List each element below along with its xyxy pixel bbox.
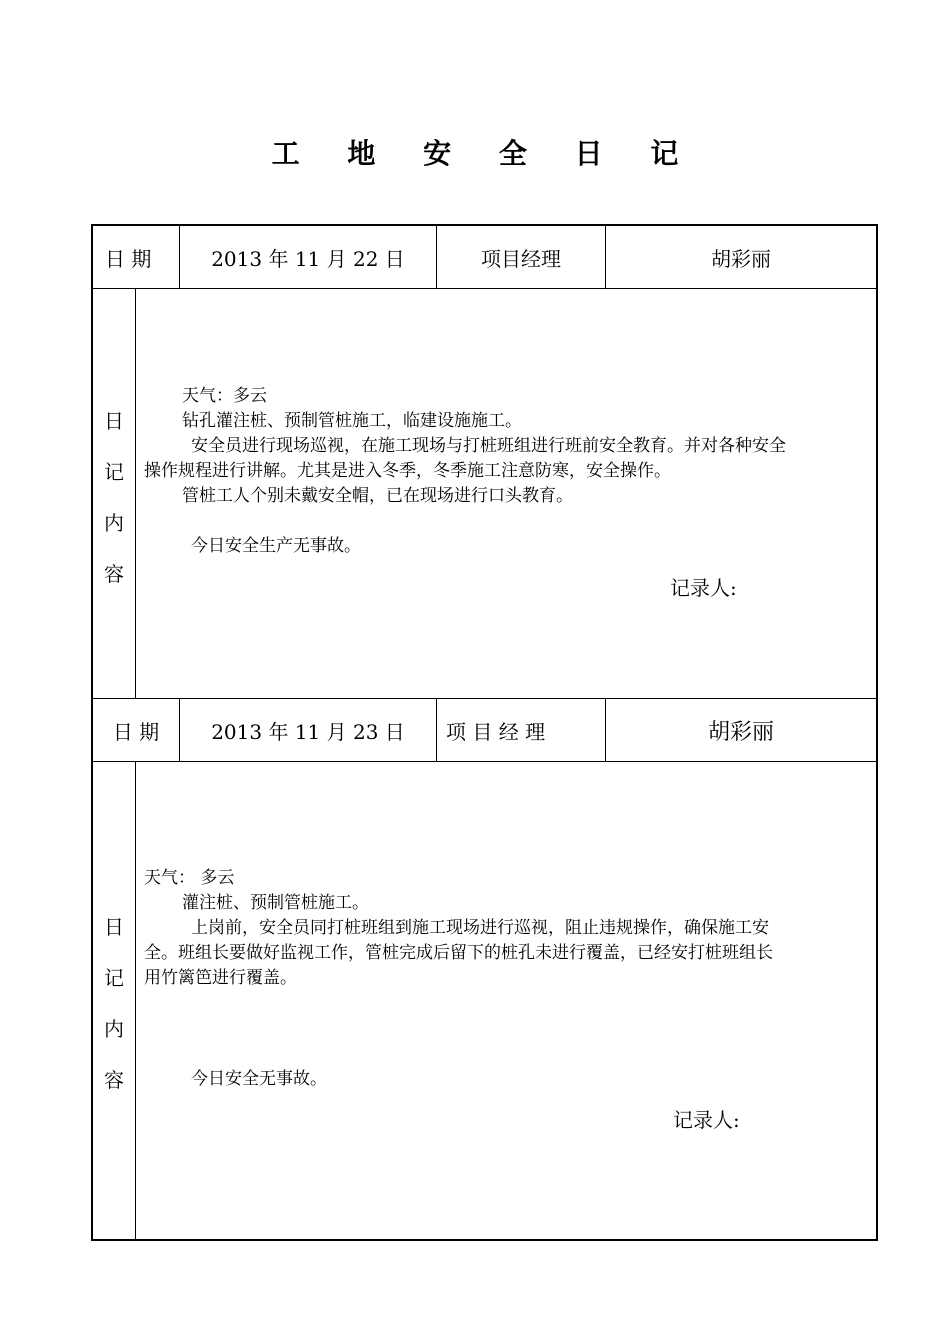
- document-title: 工 地 安 全 日 记: [271, 137, 698, 170]
- manager-label: 项 目 经 理: [446, 719, 546, 744]
- content-line: 上岗前，安全员同打桩班组到施工现场进行巡视，阻止违规操作，确保施工安: [191, 918, 769, 938]
- content-line: 操作规程进行讲解。尤其是进入冬季，冬季施工注意防寒，安全操作。: [144, 461, 671, 481]
- content-line: 全。班组长要做好监视工作，管桩完成后留下的桩孔未进行覆盖，已经安打桩班组长: [144, 943, 773, 963]
- manager-label: 项目经理: [481, 246, 561, 271]
- safety-diary-table: [91, 224, 878, 1241]
- diary-content: [144, 384, 869, 559]
- date-value: 2013 年 11 月 23 日: [211, 719, 405, 744]
- safety-summary: 今日安全无事故。: [191, 1069, 327, 1089]
- content-line: 用竹篱笆进行覆盖。: [144, 968, 297, 988]
- weather-line: 天气： 多云: [144, 868, 235, 888]
- manager-name: 胡彩丽: [707, 719, 774, 745]
- recorder-label: 记录人:: [673, 1108, 740, 1132]
- content-line: 钻孔灌注桩、预制管桩施工，临建设施施工。: [182, 411, 522, 431]
- content-line: 灌注桩、预制管桩施工。: [182, 893, 369, 913]
- column-divider: [135, 288, 136, 698]
- weather-line: 天气：多云: [182, 386, 267, 406]
- row-divider: [93, 761, 876, 762]
- content-label: 日 记 内 容: [104, 409, 124, 586]
- date-value: 2013 年 11 月 22 日: [211, 246, 405, 271]
- content-line: 管桩工人个别未戴安全帽，已在现场进行口头教育。: [182, 486, 573, 506]
- date-label: 日 期: [105, 246, 152, 271]
- diary-content: [144, 866, 869, 991]
- row-divider: [93, 288, 876, 289]
- manager-name: 胡彩丽: [711, 246, 771, 271]
- content-label: 日 记 内 容: [104, 915, 124, 1092]
- safety-summary: 今日安全生产无事故。: [191, 536, 361, 556]
- column-divider: [135, 761, 136, 1241]
- recorder-label: 记录人:: [670, 576, 737, 600]
- content-line: 安全员进行现场巡视，在施工现场与打桩班组进行班前安全教育。并对各种安全: [191, 436, 786, 456]
- date-label: 日 期: [112, 719, 160, 744]
